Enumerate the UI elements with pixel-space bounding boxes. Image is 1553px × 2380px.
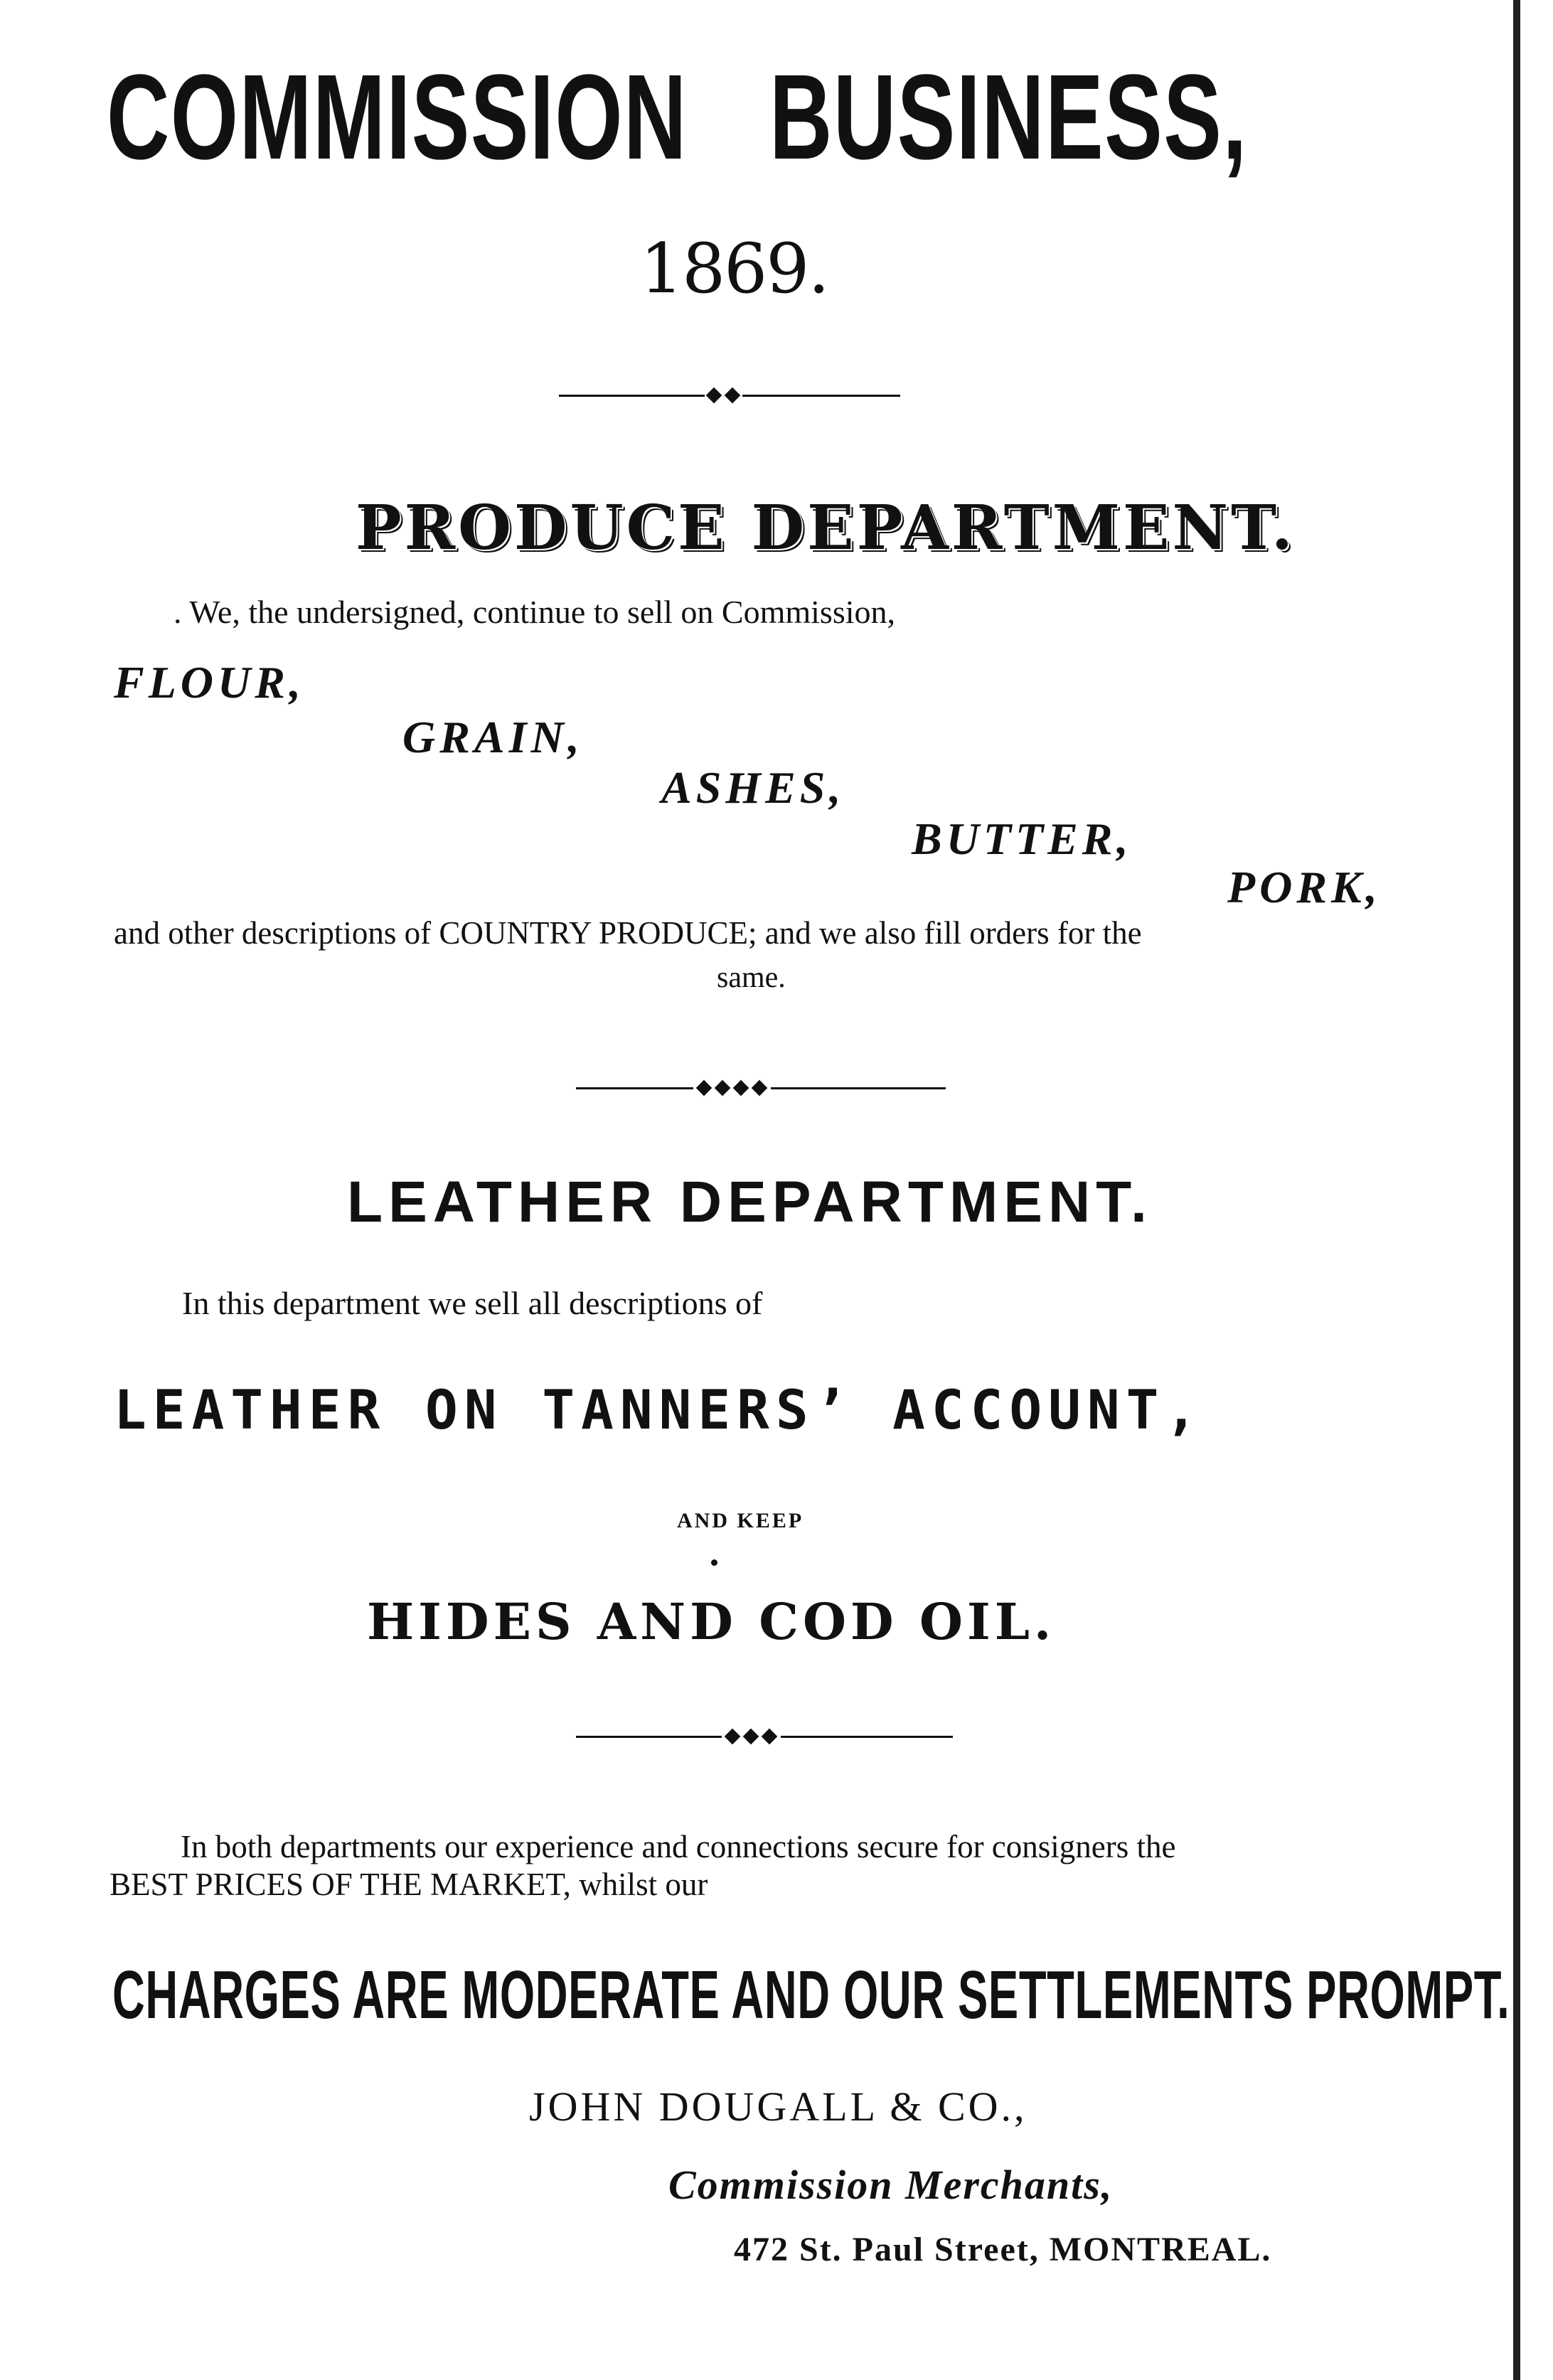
divider-ornament bbox=[576, 1077, 946, 1099]
page-edge-rule bbox=[1513, 0, 1520, 2380]
produce-closing-text-end: same. bbox=[717, 961, 786, 994]
year-label: 1869. bbox=[640, 229, 828, 309]
leather-account-line: LEATHER ON TANNERS’ ACCOUNT, bbox=[114, 1378, 1205, 1441]
charges-statement: CHARGES ARE MODERATE AND OUR SETTLEMENTS PROMPT. bbox=[112, 1957, 1510, 2033]
hides-cod-oil-line: HIDES AND COD OIL. bbox=[367, 1592, 1056, 1651]
and-keep-text: AND KEEP bbox=[677, 1509, 804, 1532]
divider-ornament bbox=[576, 1726, 953, 1747]
leather-intro-text: In this department we sell all descriptions of bbox=[182, 1285, 763, 1321]
title-word-business: BUSINESS, bbox=[769, 50, 1248, 185]
closing-text-line2: BEST PRICES OF THE MARKET, whilst our bbox=[110, 1867, 708, 1902]
firm-address: 472 St. Paul Street, MONTREAL. bbox=[734, 2231, 1272, 2268]
divider-ornament bbox=[559, 385, 900, 406]
produce-item-pork: PORK, bbox=[1227, 862, 1382, 912]
title-word-commission: COMMISSION bbox=[107, 50, 688, 185]
produce-closing-text: and other descriptions of COUNTRY PRODUCE; and we also fill orders for the bbox=[114, 915, 1142, 951]
produce-intro-text: . We, the undersigned, continue to sell on Commission, bbox=[174, 594, 896, 630]
produce-item-butter: BUTTER, bbox=[912, 813, 1133, 864]
produce-department-heading: PRODUCE DEPARTMENT. bbox=[356, 492, 1296, 564]
produce-item-ashes: ASHES, bbox=[661, 762, 845, 813]
produce-item-grain: GRAIN, bbox=[402, 712, 584, 762]
page-title bbox=[107, 50, 1248, 185]
firm-title: Commission Merchants, bbox=[668, 2162, 1114, 2208]
produce-item-flour: FLOUR, bbox=[114, 657, 305, 708]
leather-department-heading: LEATHER DEPARTMENT. bbox=[347, 1170, 1153, 1234]
closing-text-line1: In both departments our experience and connections secure for consigners the bbox=[181, 1829, 1176, 1864]
center-dot bbox=[711, 1559, 717, 1566]
firm-name: JOHN DOUGALL & CO., bbox=[529, 2083, 1028, 2130]
